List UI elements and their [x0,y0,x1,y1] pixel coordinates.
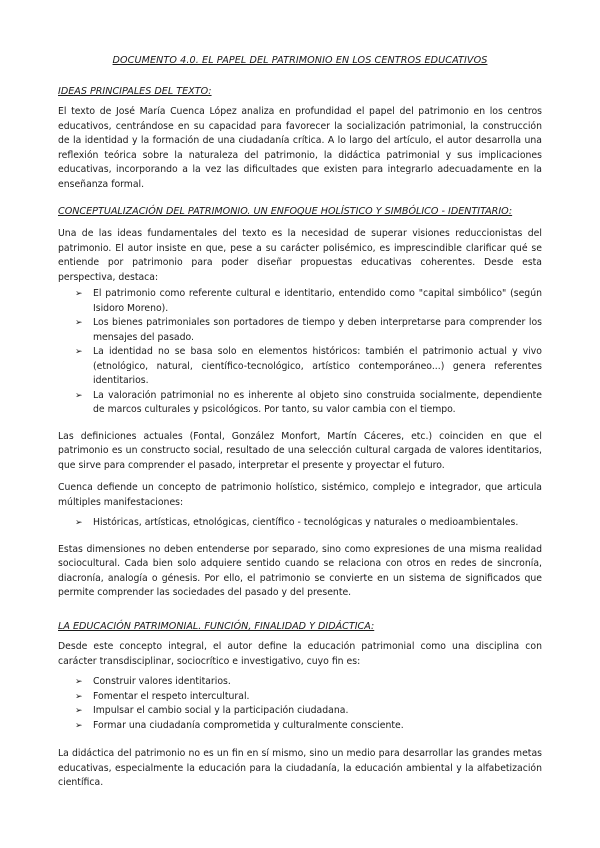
section-conceptualizacion [58,205,542,601]
list-item: ➢ La valoración patrimonial no es inherente al objeto sino construida socialmente, dependiente de marcos culturales y psicológicos. Por tanto, su valor cambia con el tiempo. [75,389,542,415]
bullet-list [58,287,542,418]
document-title: DOCUMENTO 4.0. EL PAPEL DEL PATRIMONIO EN LOS CENTROS EDUCATIVOS [112,55,488,66]
arrow-bullet-icon: ➢ [75,390,83,401]
list-item: ➢ Históricas, artísticas, etnológicas, científico - tecnológicas y naturales o medioambientales. [58,516,542,531]
list-item: ➢ Los bienes patrimoniales son portadores de tiempo y deben interpretarse para comprender los mensajes del pasado. [75,317,542,343]
bullet-list [58,516,542,531]
paragraph: La didáctica del patrimonio no es un fin en sí mismo, sino un medio para desarrollar las grandes metas educativas, especialmente la educación para la ciudadanía, la educación ambiental y la alfabetización científica. [58,748,542,788]
paragraph: Una de las ideas fundamentales del texto es la necesidad de superar visiones reduccionistas del patrimonio. El autor insiste en que, pese a su carácter polisémico, es imprescindible clarificar qué se entiende por patrimonio para poder diseñar propuestas educativas coherentes. Desde esta perspectiva, destaca: [58,228,542,283]
paragraph: El texto de José María Cuenca López analiza en profundidad el papel del patrimonio en los centros educativos, centrándose en su capacidad para favorecer la socialización patrimonial, la construcción de la identidad y la formación de una ciudadanía crítica. A lo largo del artículo, el autor desarrolla una reflexión teórica sobre la naturaleza del patrimonio, la didáctica patrimonial y sus implicaciones educativas, incorporando a la vez las dificultades que existen para integrarlo adecuadamente en la enseñanza formal. [58,106,542,190]
arrow-bullet-icon: ➢ [75,347,83,357]
list-item: ➢ Construir valores identitarios. [58,675,542,690]
arrow-bullet-icon: ➢ [75,677,83,687]
arrow-bullet-icon: ➢ [75,318,83,328]
arrow-bullet-icon: ➢ [75,720,83,731]
section-ideas-principales [58,85,542,192]
paragraph: Cuenca defiende un concepto de patrimonio holístico, sistémico, complejo e integrador, que articula múltiples manifestaciones: [58,482,542,508]
list-item: ➢ Impulsar el cambio social y la participación ciudadana. [58,704,542,719]
list-item: ➢ Formar una ciudadanía comprometida y culturalmente consciente. [58,719,542,734]
arrow-bullet-icon: ➢ [75,518,83,528]
arrow-bullet-icon: ➢ [75,691,83,702]
section-educacion-patrimonial [58,620,542,791]
list-item: ➢ El patrimonio como referente cultural e identitario, entendido como "capital simbólico" (según Isidoro Moreno). [75,288,542,314]
section-heading: IDEAS PRINCIPALES DEL TEXTO: [58,86,212,97]
section-heading: LA EDUCACIÓN PATRIMONIAL. FUNCIÓN, FINALIDAD Y DIDÁCTICA: [58,621,375,632]
bullet-list [58,675,542,733]
list-item: ➢ Fomentar el respeto intercultural. [58,690,542,705]
section-heading: CONCEPTUALIZACIÓN DEL PATRIMONIO. UN ENFOQUE HOLÍSTICO Y SIMBÓLICO - IDENTITARIO: [58,206,513,217]
arrow-bullet-icon: ➢ [75,706,83,716]
arrow-bullet-icon: ➢ [75,289,83,299]
paragraph: Estas dimensiones no deben entenderse por separado, sino como expresiones de una misma realidad sociocultural. Cada bien solo adquiere sentido cuando se relaciona con otros en redes de sincronía, diacronía, analogía o génesis. Por ello, el patrimonio se convierte en un sistema de significados que permite comprender las sociedades del pasado y del presente. [58,543,542,598]
list-item: ➢ La identidad no se basa solo en elementos históricos: también el patrimonio actual y vivo (etnológico, natural, científico-tecnológico, artístico contemporáneo...) genera referentes identitarios. [75,346,542,386]
paragraph: Las definiciones actuales (Fontal, González Monfort, Martín Cáceres, etc.) coinciden en que el patrimonio es un constructo social, resultado de una selección cultural cargada de valores identitarios, que sirve para comprender el pasado, interpretar el presente y proyectar el futuro. [58,430,542,471]
paragraph: Desde este concepto integral, el autor define la educación patrimonial como una disciplina con carácter transdisciplinar, sociocrítico e investigativo, cuyo fin es: [58,641,542,667]
